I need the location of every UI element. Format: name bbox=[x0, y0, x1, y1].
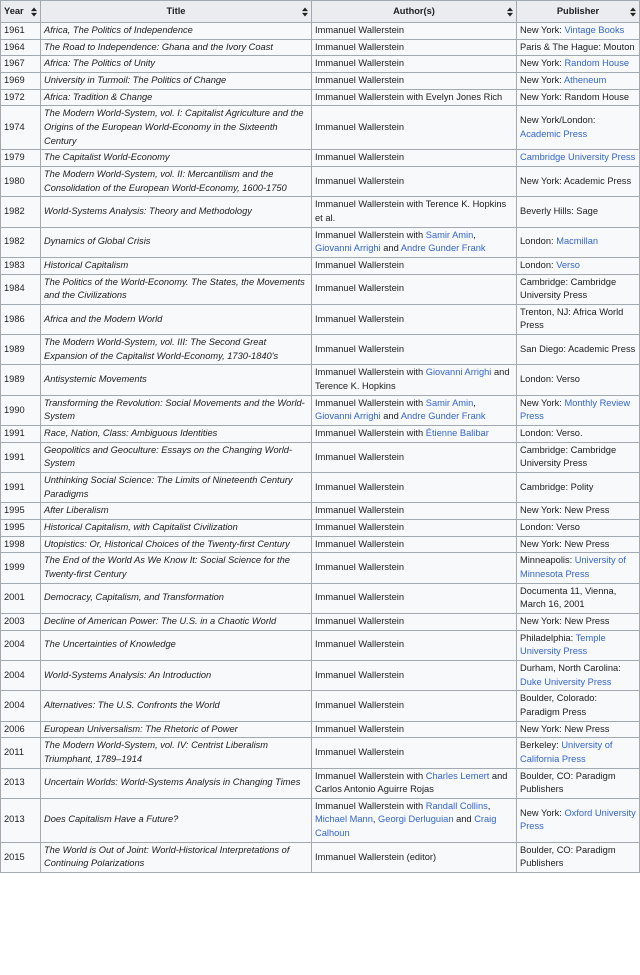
publisher-cell bbox=[517, 274, 640, 304]
inline-text: and Carlos Antonio Aguirre Rojas bbox=[315, 770, 508, 795]
inline-link[interactable]: University of California Press bbox=[520, 740, 613, 764]
publisher-cell bbox=[517, 738, 640, 768]
table-row bbox=[1, 520, 640, 537]
table-row bbox=[1, 304, 640, 334]
title-cell: Decline of American Power: The U.S. in a Chaotic World bbox=[41, 613, 312, 630]
publisher-cell bbox=[517, 39, 640, 56]
inline-text: Immanuel Wallerstein bbox=[315, 723, 405, 734]
publisher-cell bbox=[517, 721, 640, 738]
publisher-cell bbox=[517, 257, 640, 274]
inline-link[interactable]: Giovanni Arrighi bbox=[315, 411, 381, 422]
inline-text: Paris & The Hague: Mouton bbox=[520, 41, 635, 52]
inline-link[interactable]: University of Minnesota Press bbox=[520, 555, 626, 579]
inline-text: and bbox=[380, 411, 401, 422]
year-cell: 1967 bbox=[1, 56, 41, 73]
inline-text: Immanuel Wallerstein with Terence K. Hopkins et al. bbox=[315, 199, 507, 223]
table-row bbox=[1, 691, 640, 721]
inline-link[interactable]: Macmillan bbox=[556, 236, 599, 247]
title-cell: The Modern World-System, vol. I: Capitalist Agriculture and the Origins of the European World-Economy in the Sixteenth Century bbox=[41, 106, 312, 150]
authors-cell bbox=[312, 274, 517, 304]
table-row bbox=[1, 842, 640, 872]
title-cell: Race, Nation, Class: Ambiguous Identities bbox=[41, 426, 312, 443]
title-cell: Africa: Tradition & Change bbox=[41, 89, 312, 106]
year-cell: 2003 bbox=[1, 613, 41, 630]
inline-link[interactable]: Cambridge University Press bbox=[520, 152, 636, 163]
year-cell: 1974 bbox=[1, 106, 41, 150]
inline-text: New York: bbox=[520, 397, 565, 408]
table-row bbox=[1, 583, 640, 613]
inline-link[interactable]: Duke University Press bbox=[520, 676, 612, 687]
inline-text: New York: New Press bbox=[520, 505, 610, 516]
column-header-publisher[interactable] bbox=[517, 1, 640, 23]
publisher-cell bbox=[517, 691, 640, 721]
inline-text: Cambridge: Polity bbox=[520, 481, 594, 492]
title-cell: Historical Capitalism, with Capitalist Civilization bbox=[41, 520, 312, 537]
publisher-cell bbox=[517, 442, 640, 472]
authors-cell bbox=[312, 365, 517, 395]
inline-text: Immanuel Wallerstein bbox=[315, 74, 405, 85]
inline-link[interactable]: Vintage Books bbox=[564, 25, 625, 35]
inline-link[interactable]: Craig Calhoun bbox=[315, 814, 497, 839]
table-row bbox=[1, 426, 640, 443]
column-header-year[interactable] bbox=[1, 1, 41, 23]
inline-text: Immanuel Wallerstein bbox=[315, 700, 405, 711]
inline-text: Boulder, CO: Paradigm Publishers bbox=[520, 770, 616, 795]
inline-text: Immanuel Wallerstein with bbox=[315, 800, 426, 811]
title-cell: Unthinking Social Science: The Limits of Nineteenth Century Paradigms bbox=[41, 473, 312, 503]
authors-cell bbox=[312, 721, 517, 738]
inline-text: Immanuel Wallerstein bbox=[315, 259, 405, 270]
title-cell: World-Systems Analysis: An Introduction bbox=[41, 660, 312, 690]
authors-cell bbox=[312, 227, 517, 257]
inline-text: Immanuel Wallerstein bbox=[315, 615, 405, 626]
inline-text: New York: bbox=[520, 25, 565, 35]
publisher-cell bbox=[517, 72, 640, 89]
table-row bbox=[1, 197, 640, 227]
title-cell: Africa: The Politics of Unity bbox=[41, 56, 312, 73]
inline-link[interactable]: Charles Lemert bbox=[425, 770, 490, 781]
table-row bbox=[1, 536, 640, 553]
inline-text: Immanuel Wallerstein bbox=[315, 121, 405, 132]
year-cell: 1983 bbox=[1, 257, 41, 274]
authors-cell bbox=[312, 395, 517, 425]
inline-text: New York: Random House bbox=[520, 91, 630, 102]
publisher-cell bbox=[517, 365, 640, 395]
table-row bbox=[1, 553, 640, 583]
inline-text: and bbox=[453, 814, 475, 825]
year-cell: 1969 bbox=[1, 72, 41, 89]
year-cell: 1989 bbox=[1, 365, 41, 395]
table-header-row bbox=[1, 1, 640, 23]
publisher-cell bbox=[517, 106, 640, 150]
publisher-cell bbox=[517, 197, 640, 227]
authors-cell bbox=[312, 503, 517, 520]
publisher-cell bbox=[517, 798, 640, 842]
title-cell: Democracy, Capitalism, and Transformation bbox=[41, 583, 312, 613]
table-row bbox=[1, 395, 640, 425]
title-cell: Africa, The Politics of Independence bbox=[41, 23, 312, 40]
title-cell: The Modern World-System, vol. III: The Second Great Expansion of the Capitalist World-Economy, 1730-1840's bbox=[41, 335, 312, 365]
table-row bbox=[1, 473, 640, 503]
table-row bbox=[1, 227, 640, 257]
inline-text: and Terence K. Hopkins bbox=[315, 367, 510, 392]
inline-text: Beverly Hills: Sage bbox=[520, 206, 599, 217]
inline-link[interactable]: Michael Mann bbox=[315, 814, 373, 825]
inline-text: New York: New Press bbox=[520, 723, 610, 734]
year-cell: 2015 bbox=[1, 842, 41, 872]
publisher-cell bbox=[517, 660, 640, 690]
inline-text: Durham, North Carolina: bbox=[520, 662, 621, 673]
year-cell: 1995 bbox=[1, 503, 41, 520]
inline-text: , bbox=[372, 814, 379, 825]
inline-text: Immanuel Wallerstein with bbox=[315, 397, 426, 408]
year-cell: 2004 bbox=[1, 630, 41, 660]
inline-text: New York: Academic Press bbox=[520, 175, 632, 186]
title-cell: After Liberalism bbox=[41, 503, 312, 520]
publisher-cell bbox=[517, 23, 640, 40]
year-cell: 1989 bbox=[1, 335, 41, 365]
inline-link[interactable]: Andre Gunder Frank bbox=[400, 411, 486, 422]
title-cell: The End of the World As We Know It: Social Science for the Twenty-first Century bbox=[41, 553, 312, 583]
inline-text: New York: bbox=[520, 807, 565, 818]
publisher-cell bbox=[517, 227, 640, 257]
table-row bbox=[1, 768, 640, 798]
table-row bbox=[1, 335, 640, 365]
year-cell: 1961 bbox=[1, 23, 41, 40]
table-row bbox=[1, 23, 640, 40]
inline-text: Immanuel Wallerstein bbox=[315, 592, 405, 603]
table-row bbox=[1, 503, 640, 520]
title-cell: The Capitalist World-Economy bbox=[41, 150, 312, 167]
table-row bbox=[1, 150, 640, 167]
authors-cell bbox=[312, 520, 517, 537]
publisher-cell bbox=[517, 426, 640, 443]
year-cell: 1982 bbox=[1, 227, 41, 257]
title-cell: Geopolitics and Geoculture: Essays on the Changing World-System bbox=[41, 442, 312, 472]
inline-text: Immanuel Wallerstein bbox=[315, 481, 405, 492]
publisher-cell bbox=[517, 56, 640, 73]
inline-text: Immanuel Wallerstein bbox=[315, 669, 405, 680]
inline-text: Minneapolis: bbox=[520, 555, 575, 566]
publisher-cell bbox=[517, 503, 640, 520]
authors-cell bbox=[312, 536, 517, 553]
year-cell: 2011 bbox=[1, 738, 41, 768]
inline-text: Immanuel Wallerstein bbox=[315, 175, 405, 186]
authors-cell bbox=[312, 197, 517, 227]
inline-link[interactable]: Academic Press bbox=[520, 128, 588, 139]
publisher-cell bbox=[517, 613, 640, 630]
column-header-authors[interactable] bbox=[312, 1, 517, 23]
inline-text: London: Verso. bbox=[520, 428, 583, 439]
authors-cell bbox=[312, 72, 517, 89]
sort-arrows-icon[interactable] bbox=[302, 7, 308, 16]
title-cell: Does Capitalism Have a Future? bbox=[41, 798, 312, 842]
inline-link[interactable]: Andre Gunder Frank bbox=[400, 243, 486, 254]
inline-link[interactable]: Samir Amin bbox=[425, 229, 474, 240]
title-cell: The Politics of the World-Economy. The States, the Movements and the Civilizations bbox=[41, 274, 312, 304]
table-row bbox=[1, 442, 640, 472]
table-row bbox=[1, 660, 640, 690]
inline-text: Immanuel Wallerstein bbox=[315, 41, 405, 52]
inline-link[interactable]: Verso bbox=[556, 259, 580, 270]
inline-text: Immanuel Wallerstein with bbox=[315, 229, 426, 240]
year-cell: 1986 bbox=[1, 304, 41, 334]
inline-text: Cambridge: Cambridge University Press bbox=[520, 444, 617, 469]
year-cell: 2013 bbox=[1, 768, 41, 798]
inline-text: Philadelphia: bbox=[520, 632, 576, 643]
authors-cell bbox=[312, 426, 517, 443]
year-cell: 1990 bbox=[1, 395, 41, 425]
inline-text: Immanuel Wallerstein bbox=[315, 639, 405, 650]
authors-cell bbox=[312, 23, 517, 40]
inline-text: Documenta 11, Vienna, March 16, 2001 bbox=[520, 585, 617, 610]
publisher-cell bbox=[517, 520, 640, 537]
inline-text: Immanuel Wallerstein bbox=[315, 152, 405, 163]
inline-text: New York/London: bbox=[520, 115, 596, 126]
authors-cell bbox=[312, 613, 517, 630]
title-cell: European Universalism: The Rhetoric of Power bbox=[41, 721, 312, 738]
year-cell: 2001 bbox=[1, 583, 41, 613]
authors-cell bbox=[312, 442, 517, 472]
table-row bbox=[1, 274, 640, 304]
inline-link[interactable]: Random House bbox=[564, 58, 630, 69]
authors-cell bbox=[312, 691, 517, 721]
table-row bbox=[1, 89, 640, 106]
publisher-cell bbox=[517, 473, 640, 503]
table-row bbox=[1, 365, 640, 395]
title-cell: Uncertain Worlds: World-Systems Analysis in Changing Times bbox=[41, 768, 312, 798]
table-row bbox=[1, 72, 640, 89]
authors-cell bbox=[312, 768, 517, 798]
title-cell: Historical Capitalism bbox=[41, 257, 312, 274]
inline-text: New York: New Press bbox=[520, 538, 610, 549]
inline-link[interactable]: Giovanni Arrighi bbox=[425, 367, 492, 378]
inline-text: Immanuel Wallerstein bbox=[315, 747, 405, 758]
inline-text: Immanuel Wallerstein bbox=[315, 522, 405, 532]
inline-text: Boulder, Colorado: Paradigm Press bbox=[520, 693, 598, 717]
inline-text: Immanuel Wallerstein bbox=[315, 313, 405, 324]
table-body bbox=[1, 23, 640, 873]
title-cell: The Modern World-System, vol. IV: Centrist Liberalism Triumphant, 1789–1914 bbox=[41, 738, 312, 768]
inline-text: London: bbox=[520, 259, 557, 270]
title-cell: Utopistics: Or, Historical Choices of the Twenty-first Century bbox=[41, 536, 312, 553]
table-row bbox=[1, 257, 640, 274]
year-cell: 2013 bbox=[1, 798, 41, 842]
authors-cell bbox=[312, 39, 517, 56]
title-cell: Antisystemic Movements bbox=[41, 365, 312, 395]
inline-text: Immanuel Wallerstein bbox=[315, 505, 405, 516]
publisher-cell bbox=[517, 395, 640, 425]
title-cell: Transforming the Revolution: Social Movements and the World-System bbox=[41, 395, 312, 425]
publisher-cell bbox=[517, 630, 640, 660]
column-header-title[interactable] bbox=[41, 1, 312, 23]
sort-arrows-icon[interactable] bbox=[630, 7, 636, 16]
authors-cell bbox=[312, 166, 517, 196]
inline-link[interactable]: Oxford University Press bbox=[520, 807, 636, 832]
inline-link[interactable]: Temple University Press bbox=[520, 632, 606, 657]
table-row bbox=[1, 106, 640, 150]
inline-text: Immanuel Wallerstein with Evelyn Jones Rich bbox=[315, 91, 503, 102]
year-cell: 1991 bbox=[1, 473, 41, 503]
table-row bbox=[1, 56, 640, 73]
year-cell: 2004 bbox=[1, 691, 41, 721]
table-row bbox=[1, 630, 640, 660]
title-cell: University in Turmoil: The Politics of Change bbox=[41, 72, 312, 89]
publisher-cell bbox=[517, 304, 640, 334]
inline-text: Immanuel Wallerstein bbox=[315, 343, 405, 354]
table-row bbox=[1, 798, 640, 842]
authors-cell bbox=[312, 630, 517, 660]
inline-link[interactable]: Atheneum bbox=[563, 74, 607, 85]
table-row bbox=[1, 613, 640, 630]
title-cell: Africa and the Modern World bbox=[41, 304, 312, 334]
inline-text: Immanuel Wallerstein bbox=[315, 562, 405, 573]
authors-cell bbox=[312, 257, 517, 274]
inline-text: Berkeley: bbox=[520, 740, 562, 751]
inline-text: San Diego: Academic Press bbox=[520, 343, 636, 354]
inline-text: Immanuel Wallerstein bbox=[315, 25, 405, 35]
title-cell: The Road to Independence: Ghana and the Ivory Coast bbox=[41, 39, 312, 56]
authors-cell bbox=[312, 335, 517, 365]
table-row bbox=[1, 738, 640, 768]
publisher-cell bbox=[517, 583, 640, 613]
year-cell: 1991 bbox=[1, 442, 41, 472]
inline-text: , bbox=[487, 800, 491, 811]
inline-text: London: bbox=[520, 236, 557, 247]
year-cell: 2004 bbox=[1, 660, 41, 690]
year-cell: 1979 bbox=[1, 150, 41, 167]
header-label: Year bbox=[4, 5, 24, 16]
sort-arrows-icon[interactable] bbox=[31, 7, 37, 16]
inline-text: Trenton, NJ: Africa World Press bbox=[520, 306, 624, 331]
header-label: Publisher bbox=[556, 5, 600, 16]
inline-text: Boulder, CO: Paradigm Publishers bbox=[520, 844, 616, 869]
authors-cell bbox=[312, 842, 517, 872]
title-cell: The Modern World-System, vol. II: Mercantilism and the Consolidation of the European World-Economy, 1600-1750 bbox=[41, 166, 312, 196]
authors-cell bbox=[312, 473, 517, 503]
authors-cell bbox=[312, 106, 517, 150]
year-cell: 1995 bbox=[1, 520, 41, 537]
publisher-cell bbox=[517, 89, 640, 106]
authors-cell bbox=[312, 553, 517, 583]
table-row bbox=[1, 39, 640, 56]
publisher-cell bbox=[517, 335, 640, 365]
inline-text: London: Verso bbox=[520, 374, 580, 385]
authors-cell bbox=[312, 89, 517, 106]
authors-cell bbox=[312, 583, 517, 613]
year-cell: 1982 bbox=[1, 197, 41, 227]
publisher-cell bbox=[517, 553, 640, 583]
header-label: Title bbox=[166, 5, 186, 16]
year-cell: 1999 bbox=[1, 553, 41, 583]
year-cell: 1998 bbox=[1, 536, 41, 553]
inline-text: London: Verso bbox=[520, 522, 580, 532]
header-label: Author(s) bbox=[393, 5, 435, 16]
inline-link[interactable]: Giovanni Arrighi bbox=[315, 243, 381, 254]
publisher-cell bbox=[517, 536, 640, 553]
authors-cell bbox=[312, 304, 517, 334]
table-row bbox=[1, 721, 640, 738]
authors-cell bbox=[312, 738, 517, 768]
year-cell: 1964 bbox=[1, 39, 41, 56]
year-cell: 1972 bbox=[1, 89, 41, 106]
year-cell: 1980 bbox=[1, 166, 41, 196]
inline-text: , bbox=[473, 397, 476, 408]
inline-text: Immanuel Wallerstein with bbox=[315, 770, 426, 781]
authors-cell bbox=[312, 150, 517, 167]
publisher-cell bbox=[517, 150, 640, 167]
inline-link[interactable]: Samir Amin bbox=[425, 397, 474, 408]
title-cell: World-Systems Analysis: Theory and Methodology bbox=[41, 197, 312, 227]
inline-text: Immanuel Wallerstein (editor) bbox=[315, 851, 437, 862]
inline-text: Immanuel Wallerstein bbox=[315, 283, 405, 294]
year-cell: 2006 bbox=[1, 721, 41, 738]
publisher-cell bbox=[517, 768, 640, 798]
authors-cell bbox=[312, 56, 517, 73]
inline-text: Immanuel Wallerstein with bbox=[315, 428, 426, 439]
table-row bbox=[1, 166, 640, 196]
title-cell: Dynamics of Global Crisis bbox=[41, 227, 312, 257]
inline-text: , bbox=[473, 229, 476, 240]
title-cell: The World is Out of Joint: World-Historical Interpretations of Continuing Polarizations bbox=[41, 842, 312, 872]
sort-arrows-icon[interactable] bbox=[507, 7, 513, 16]
year-cell: 1991 bbox=[1, 426, 41, 443]
title-cell: Alternatives: The U.S. Confronts the World bbox=[41, 691, 312, 721]
inline-link[interactable]: Étienne Balibar bbox=[425, 428, 489, 439]
year-cell: 1984 bbox=[1, 274, 41, 304]
inline-text: Immanuel Wallerstein with bbox=[315, 367, 426, 378]
inline-text: New York: New Press bbox=[520, 615, 610, 626]
publisher-cell bbox=[517, 842, 640, 872]
authors-cell bbox=[312, 798, 517, 842]
inline-link[interactable]: Randall Collins bbox=[425, 800, 488, 811]
title-cell: The Uncertainties of Knowledge bbox=[41, 630, 312, 660]
inline-link[interactable]: Monthly Review Press bbox=[520, 397, 631, 422]
inline-text: Immanuel Wallerstein bbox=[315, 58, 405, 69]
authors-cell bbox=[312, 660, 517, 690]
inline-link[interactable]: Georgi Derluguian bbox=[378, 814, 454, 825]
inline-text: New York: bbox=[520, 74, 564, 85]
publisher-cell bbox=[517, 166, 640, 196]
inline-text: New York: bbox=[520, 58, 565, 69]
inline-text: Cambridge: Cambridge University Press bbox=[520, 276, 617, 301]
inline-text: Immanuel Wallerstein bbox=[315, 538, 405, 549]
inline-text: Immanuel Wallerstein bbox=[315, 451, 405, 462]
inline-text: and bbox=[380, 243, 401, 254]
